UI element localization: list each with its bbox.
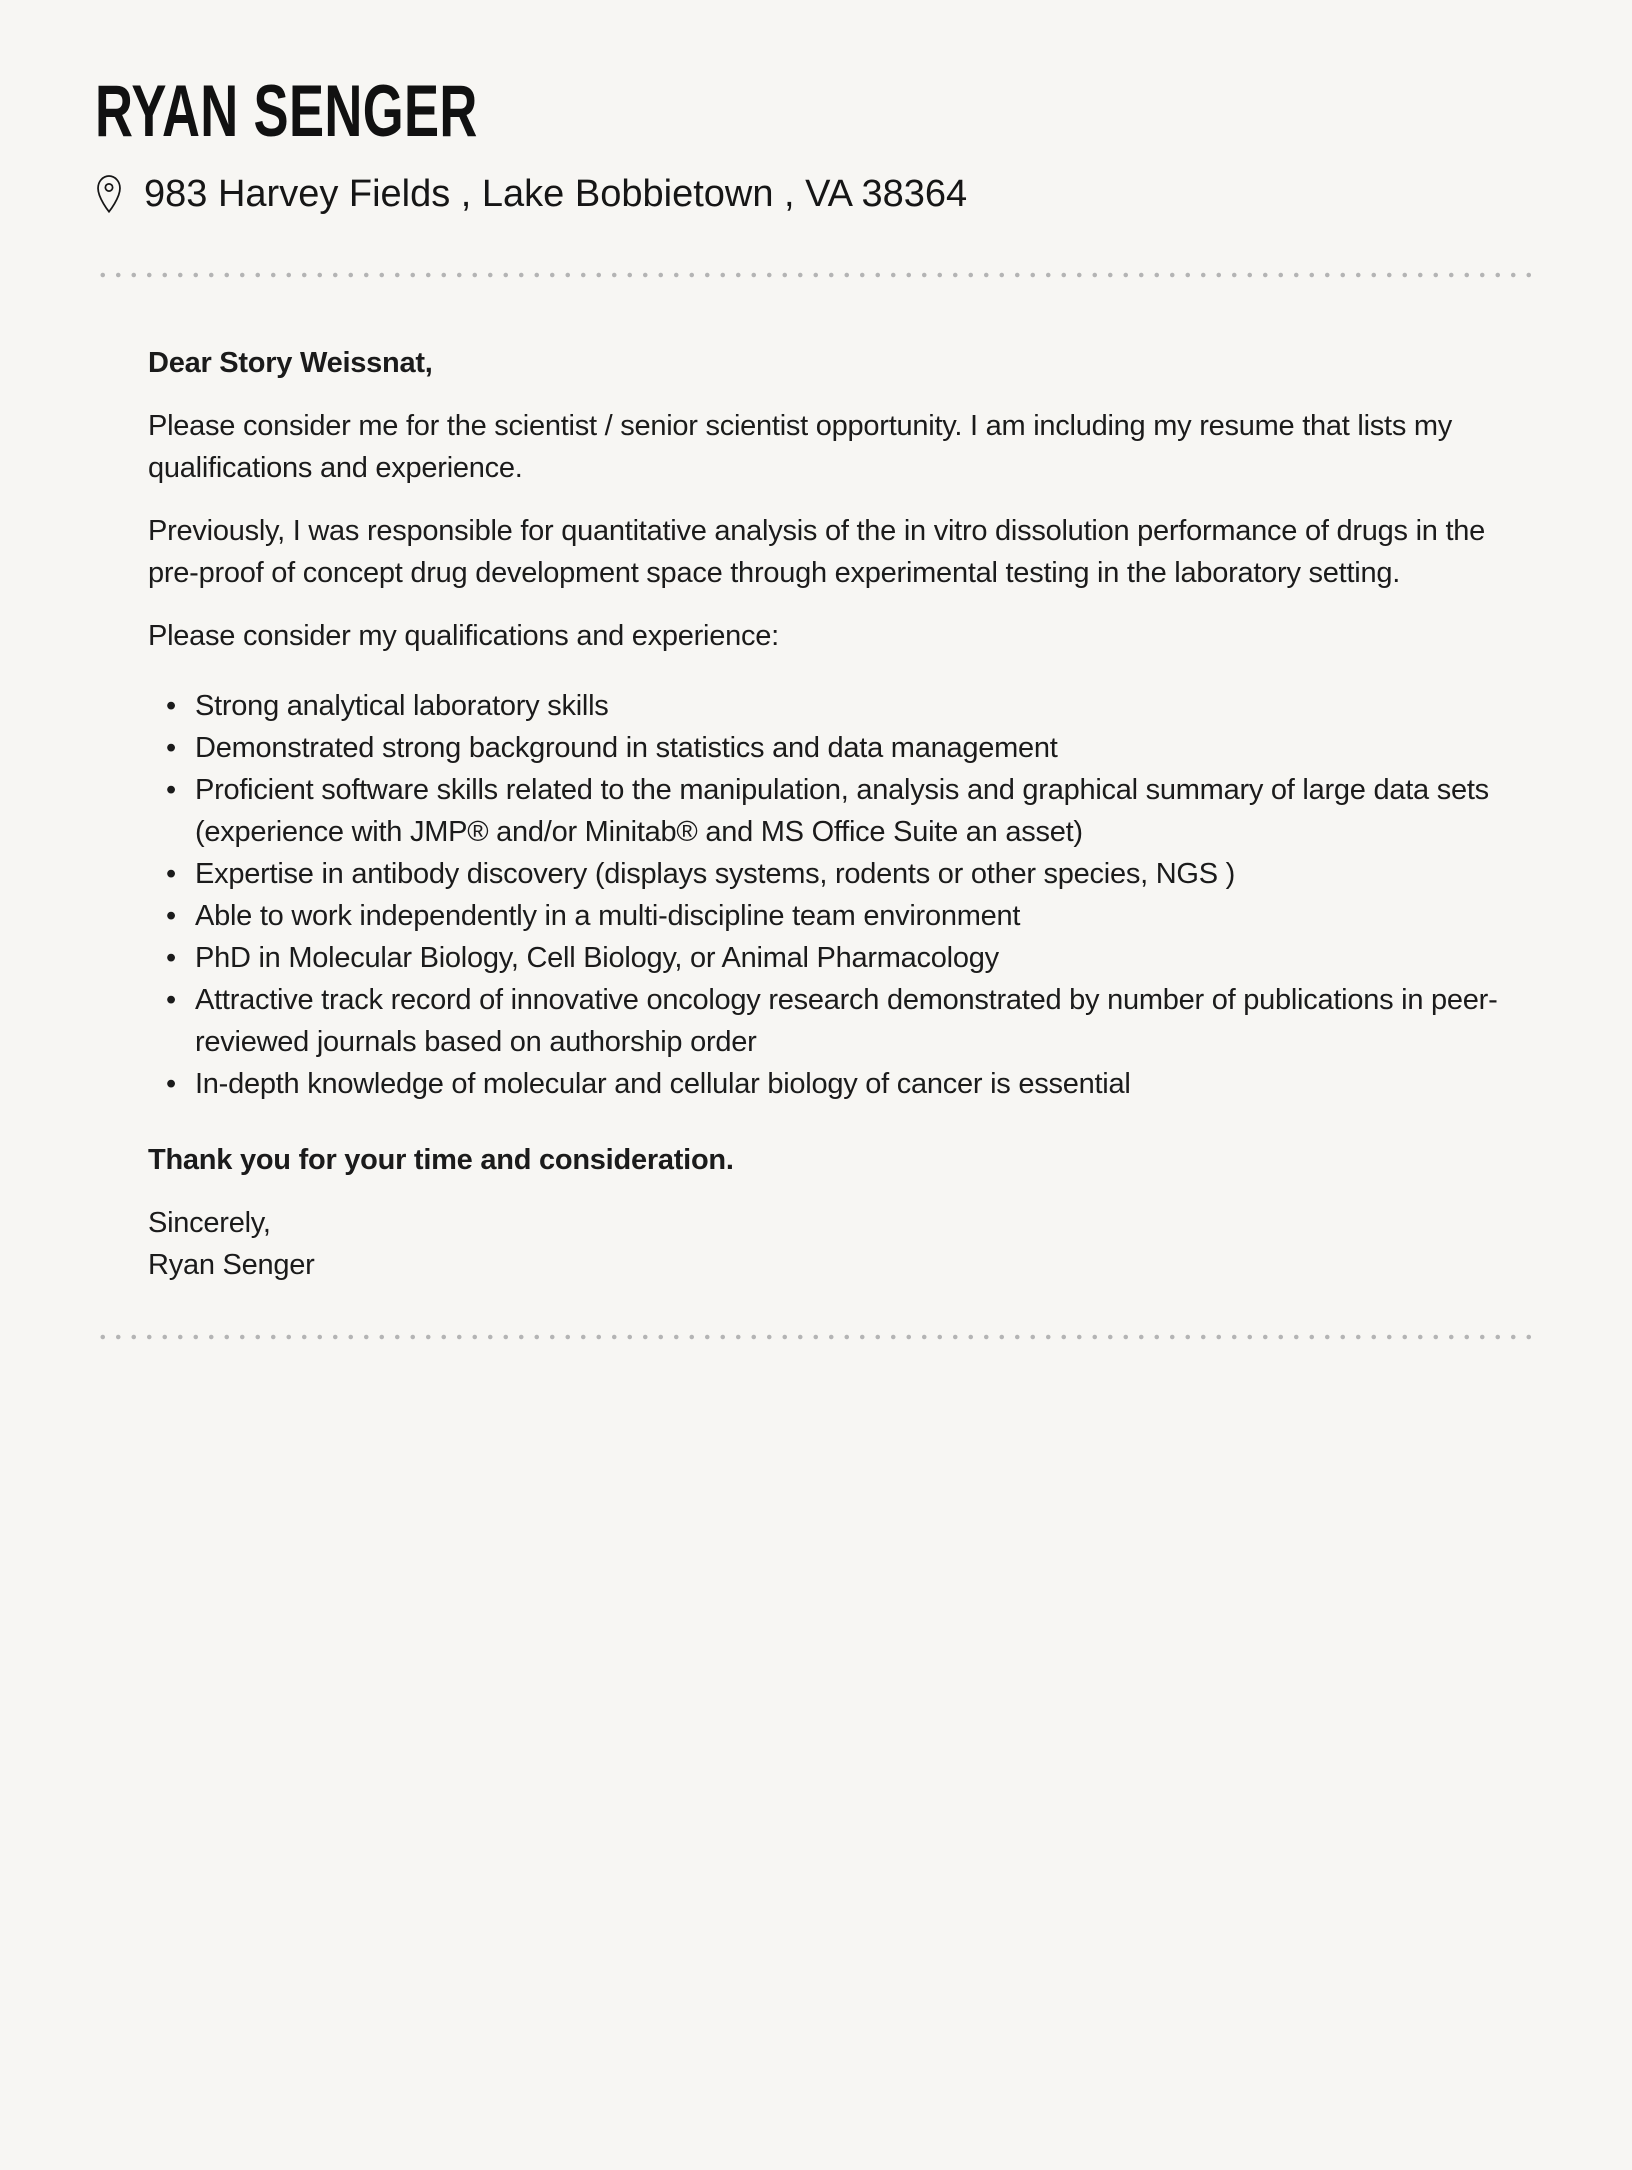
paragraph-qualifications-lead: Please consider my qualifications and experience:	[148, 620, 779, 652]
signature-block	[148, 1202, 1507, 1286]
address-text: 983 Harvey Fields , Lake Bobbietown , VA 38364	[144, 173, 968, 215]
qualification-item: • Expertise in antibody discovery (displays systems, rodents or other species, NGS )	[148, 853, 1507, 895]
qualification-item: • Demonstrated strong background in statistics and data management	[148, 727, 1507, 769]
closing-statement: Thank you for your time and consideration.	[148, 1144, 734, 1176]
paragraph-intro: Please consider me for the scientist / senior scientist opportunity. I am including my resume that lists my qualifications and experience.	[148, 410, 1453, 484]
applicant-name-text: RYAN SENGER	[95, 71, 478, 152]
address-row	[95, 172, 1537, 216]
qualification-item: • Able to work independently in a multi-discipline team environment	[148, 895, 1507, 937]
dotted-divider-bottom	[95, 1334, 1537, 1340]
qualifications-list	[148, 685, 1507, 1105]
qualification-item: • Strong analytical laboratory skills	[148, 685, 1507, 727]
cover-letter-page	[0, 72, 1632, 1340]
signature-name: Ryan Senger	[148, 1249, 315, 1281]
signoff: Sincerely,	[148, 1207, 271, 1239]
qualification-item: • In-depth knowledge of molecular and cellular biology of cancer is essential	[148, 1063, 1507, 1105]
qualification-item: • Proficient software skills related to the manipulation, analysis and graphical summary of large data sets (experience with JMP® and/or Minitab® and MS Office Suite an asset)	[148, 769, 1507, 853]
paragraph-experience: Previously, I was responsible for quantitative analysis of the in vitro dissolution performance of drugs in the pre-proof of concept drug development space through experimental testing in the laboratory setting.	[148, 515, 1486, 589]
dotted-divider-top	[95, 272, 1537, 278]
map-pin-icon	[95, 174, 123, 214]
qualification-item: • PhD in Molecular Biology, Cell Biology, or Animal Pharmacology	[148, 937, 1507, 979]
letter-header	[95, 72, 1537, 216]
qualification-item: • Attractive track record of innovative oncology research demonstrated by number of publications in peer-reviewed journals based on authorship order	[148, 979, 1507, 1063]
greeting: Dear Story Weissnat,	[148, 347, 433, 379]
letter-body	[95, 342, 1537, 1286]
applicant-name	[95, 72, 1537, 152]
